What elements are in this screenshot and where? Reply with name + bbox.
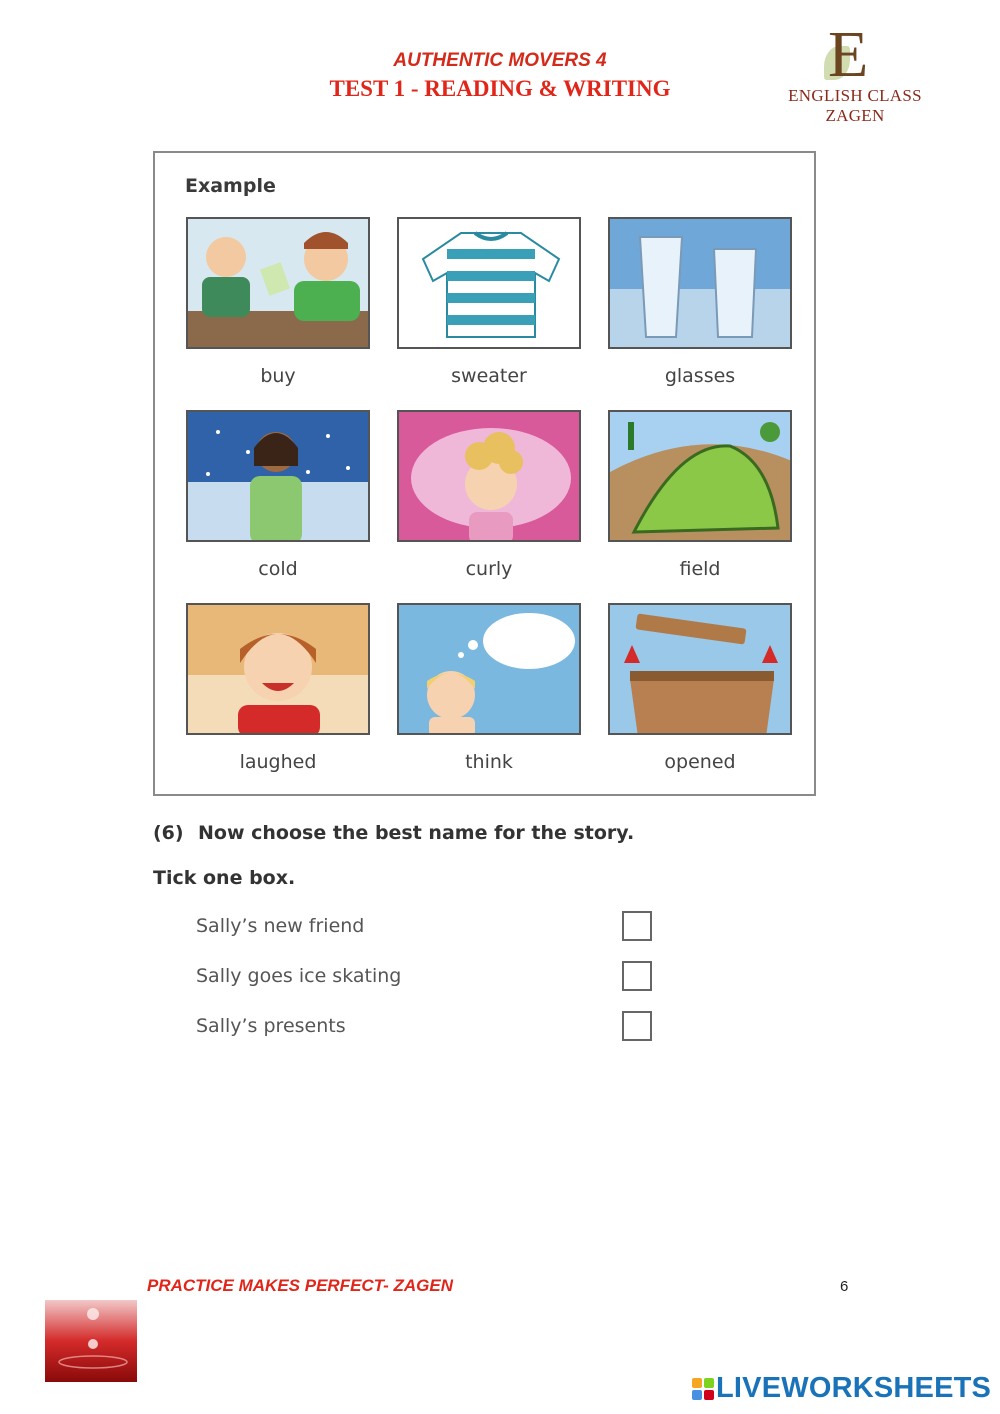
logo-letter: E: [828, 18, 869, 91]
option-checkbox[interactable]: [622, 1011, 652, 1041]
worksheet-title: TEST 1 - READING & WRITING: [329, 76, 671, 101]
sweater-picture: [399, 219, 581, 349]
liveworksheets-grid-icon: [692, 1378, 714, 1400]
option-label: Sally’s new friend: [196, 915, 365, 937]
card-field: [608, 410, 792, 542]
card-opened: [608, 603, 792, 735]
cold-girl-picture: [188, 412, 370, 542]
field-picture: [610, 412, 792, 542]
word-glasses: glasses: [664, 365, 736, 387]
card-cold: [186, 410, 370, 542]
liveworksheets-text: LIVEWORKSHEETS: [716, 1372, 992, 1404]
option-row: [196, 911, 656, 945]
word-opened: opened: [664, 751, 736, 773]
option-checkbox[interactable]: [622, 911, 652, 941]
word-sweater: sweater: [451, 365, 527, 387]
question-text: Now choose the best name for the story.: [198, 822, 635, 844]
question-number: (6): [153, 822, 184, 844]
laughing-girl-picture: [188, 605, 370, 735]
card-curly: [397, 410, 581, 542]
word-think: think: [465, 751, 513, 773]
card-sweater: [397, 217, 581, 349]
water-drop-picture: [45, 1300, 137, 1382]
option-row: [196, 961, 656, 995]
footer-motto: PRACTICE MAKES PERFECT- ZAGEN: [147, 1276, 454, 1295]
example-label: Example: [185, 175, 276, 197]
liveworksheets-brand: [692, 1372, 992, 1406]
card-glasses: [608, 217, 792, 349]
page-number: 6: [840, 1278, 849, 1295]
word-cold: cold: [258, 558, 298, 580]
shop-buy-picture: [188, 219, 370, 349]
card-buy: [186, 217, 370, 349]
option-label: Sally’s presents: [196, 1015, 346, 1037]
word-buy: buy: [260, 365, 296, 387]
word-field: field: [679, 558, 721, 580]
curly-hair-picture: [399, 412, 581, 542]
english-class-zagen-logo: [770, 18, 940, 125]
tick-instruction: Tick one box.: [153, 867, 296, 889]
card-laughed: [186, 603, 370, 735]
card-think: [397, 603, 581, 735]
option-label: Sally goes ice skating: [196, 965, 402, 987]
worksheet-subtitle: AUTHENTIC MOVERS 4: [393, 50, 607, 71]
opened-box-picture: [610, 605, 792, 735]
glasses-picture: [610, 219, 792, 349]
example-frame: [153, 151, 816, 796]
logo-text: ENGLISH CLASS ZAGEN: [788, 86, 922, 125]
thinking-girl-picture: [399, 605, 581, 735]
question-prompt: [153, 822, 634, 844]
word-laughed: laughed: [239, 751, 317, 773]
word-curly: curly: [465, 558, 513, 580]
option-checkbox[interactable]: [622, 961, 652, 991]
option-row: [196, 1011, 656, 1045]
